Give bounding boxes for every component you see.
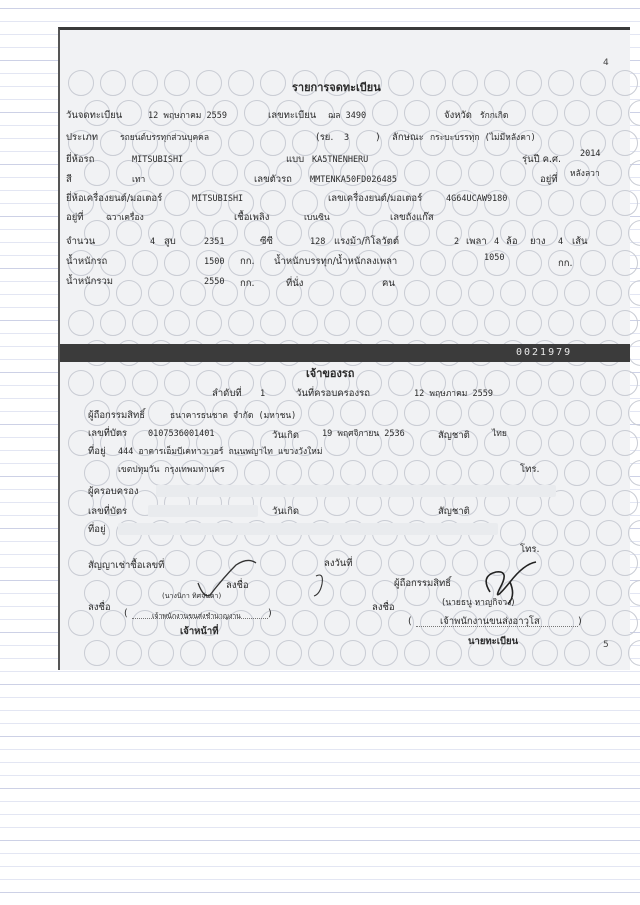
province-label: จังหวัด — [444, 110, 472, 121]
watermark-seal — [100, 310, 126, 336]
watermark-seal — [404, 160, 430, 186]
right-sign-label: ลงชื่อ — [372, 602, 395, 613]
redacted-holder-address — [118, 523, 498, 535]
watermark-seal — [564, 400, 590, 426]
watermark-seal — [452, 250, 478, 276]
watermark-seal — [612, 490, 638, 516]
watermark-seal — [628, 400, 640, 426]
chassis-location-value: หลังลวา — [570, 169, 600, 179]
right-paren-close: ) — [578, 616, 582, 627]
watermark-seal — [180, 280, 206, 306]
scan-line — [0, 736, 640, 737]
watermark-seal — [180, 160, 206, 186]
watermark-seal — [148, 280, 174, 306]
vehicle-type-value: รถยนต์บรรทุกส่วนบุคคล — [120, 133, 210, 143]
mid-handwritten-mark — [310, 570, 330, 600]
vehicle-class-value: 3 — [344, 133, 350, 143]
vehicle-type-label: ประเภท — [66, 132, 99, 143]
scan-line — [0, 801, 640, 802]
watermark-seal — [340, 280, 366, 306]
watermark-seal — [276, 580, 302, 606]
kg-unit-2: กก. — [558, 258, 573, 269]
reg-number-label: เลขทะเบียน — [268, 110, 317, 121]
watermark-seal — [436, 280, 462, 306]
watermark-seal — [548, 130, 574, 156]
watermark-seal — [564, 460, 590, 486]
watermark-seal — [612, 190, 638, 216]
right-official-name: (นายธนู หาญกิจวง) — [442, 598, 515, 608]
watermark-seal — [340, 460, 366, 486]
engine-number-label: เลขเครื่องยนต์/มอเตอร์ — [328, 193, 423, 204]
watermark-seal — [612, 130, 638, 156]
watermark-seal — [132, 250, 158, 276]
watermark-seal — [452, 70, 478, 96]
scan-line — [0, 710, 640, 711]
scan-line — [0, 788, 640, 789]
engine-location-value: ฉวาเครื่อง — [106, 213, 144, 223]
seat-label: ที่นั่ง — [286, 278, 304, 289]
owner-birth-value: 19 พฤศจิกายน 2536 — [322, 429, 405, 439]
watermark-seal — [516, 70, 542, 96]
watermark-seal — [532, 280, 558, 306]
holder-birth-label: วันเกิด — [272, 506, 299, 517]
scan-line — [0, 840, 640, 841]
watermark-seal — [612, 370, 638, 396]
watermark-seal — [260, 610, 286, 636]
watermark-seal — [580, 490, 606, 516]
watermark-seal — [596, 460, 622, 486]
watermark-seal — [244, 640, 270, 666]
section-title-owner: เจ้าของรถ — [306, 367, 355, 380]
color-label: สี — [66, 174, 72, 185]
watermark-seal — [372, 640, 398, 666]
watermark-seal — [404, 640, 430, 666]
cylinder-count-value: 4 — [150, 237, 156, 247]
watermark-seal — [116, 640, 142, 666]
watermark-seal — [132, 370, 158, 396]
watermark-seal — [468, 460, 494, 486]
watermark-seal — [276, 220, 302, 246]
watermark-seal — [196, 310, 222, 336]
engine-number-value: 4G64UCAW9180 — [446, 194, 508, 204]
total-weight-label: น้ำหนักรวม — [66, 276, 114, 287]
watermark-seal — [292, 130, 318, 156]
owner-address-line1: 444 อาคารเอ็มบีเคทาวเวอร์ ถนนพญาไท แขวงวังใหม่ — [118, 447, 323, 457]
watermark-seal — [244, 100, 270, 126]
watermark-seal — [612, 550, 638, 576]
cc-label: ซีซี — [260, 236, 273, 247]
owner-address-line2: เขตปทุมวัน กรุงเทพมหานคร — [118, 465, 225, 475]
watermark-seal — [596, 160, 622, 186]
watermark-seal — [436, 640, 462, 666]
watermark-seal — [340, 400, 366, 426]
watermark-seal — [164, 310, 190, 336]
scan-line — [0, 671, 640, 672]
watermark-seal — [516, 370, 542, 396]
scan-line — [0, 866, 640, 867]
reg-date-value: 12 พฤษภาคม 2559 — [148, 111, 227, 121]
horsepower-value: 128 — [310, 237, 326, 247]
watermark-seal — [596, 580, 622, 606]
watermark-seal — [628, 520, 640, 546]
redacted-holder-id — [148, 505, 258, 517]
watermark-seal — [596, 220, 622, 246]
model-label: แบบ — [286, 154, 305, 165]
brand-label: ยี่ห้อรถ — [66, 154, 95, 165]
left-official-title: เจ้าหน้าที่ — [180, 626, 219, 637]
watermark-seal — [468, 160, 494, 186]
scan-line — [0, 827, 640, 828]
wheel-value: 4 — [494, 237, 500, 247]
scan-line — [0, 879, 640, 880]
watermark-seal — [404, 400, 430, 426]
chassis-value: MMTENKA50FD026485 — [310, 175, 397, 185]
watermark-seal — [276, 640, 302, 666]
scan-line — [0, 723, 640, 724]
watermark-seal — [180, 220, 206, 246]
load-weight-value: 1050 — [484, 253, 505, 263]
watermark-seal — [484, 310, 510, 336]
load-weight-label: น้ำหนักบรรทุก/น้ำหนักลงเพลา — [274, 256, 398, 267]
watermark-seal — [292, 610, 318, 636]
watermark-seal — [516, 310, 542, 336]
owner-address-label: ที่อยู่ — [88, 446, 106, 457]
vehicle-class-close: ) — [376, 132, 380, 143]
watermark-seal — [196, 70, 222, 96]
watermark-seal — [628, 100, 640, 126]
watermark-seal — [580, 610, 606, 636]
watermark-seal — [580, 70, 606, 96]
engine-location-label: อยู่ที่ — [66, 212, 84, 223]
watermark-seal — [500, 520, 526, 546]
owner-tel-label: โทร. — [520, 464, 540, 475]
watermark-seal — [628, 280, 640, 306]
scan-line — [0, 21, 640, 22]
scan-line — [0, 749, 640, 750]
watermark-seal — [340, 580, 366, 606]
watermark-seal — [612, 610, 638, 636]
gas-tank-label: เลขถังแก๊ส — [390, 212, 434, 223]
left-official-position: เจ้าพนักงานขนส่งชำนาญงาน — [152, 612, 241, 620]
watermark-seal — [628, 160, 640, 186]
watermark-seal — [116, 280, 142, 306]
watermark-seal — [356, 550, 382, 576]
watermark-seal — [164, 190, 190, 216]
watermark-seal — [212, 160, 238, 186]
watermark-seal — [148, 640, 174, 666]
scan-line — [0, 697, 640, 698]
watermark-seal — [84, 460, 110, 486]
watermark-seal — [548, 370, 574, 396]
watermark-seal — [580, 250, 606, 276]
watermark-seal — [164, 550, 190, 576]
watermark-seal — [372, 100, 398, 126]
watermark-seal — [260, 310, 286, 336]
watermark-seal — [356, 310, 382, 336]
watermark-seal — [420, 70, 446, 96]
watermark-seal — [452, 310, 478, 336]
watermark-seal — [484, 70, 510, 96]
watermark-seal — [580, 550, 606, 576]
watermark-seal — [292, 310, 318, 336]
watermark-seal — [244, 460, 270, 486]
axle-label: เพลา — [466, 236, 487, 247]
scan-line — [0, 684, 640, 685]
cylinder-count-label: จำนวน — [66, 236, 96, 247]
watermark-seal — [228, 310, 254, 336]
watermark-seal — [228, 130, 254, 156]
watermark-seal — [500, 280, 526, 306]
watermark-seal — [564, 520, 590, 546]
owner-id-label: เลขที่บัตร — [88, 428, 128, 439]
tire-value: 4 — [558, 237, 564, 247]
color-value: เทา — [132, 175, 146, 185]
watermark-seal — [100, 70, 126, 96]
watermark-seal — [68, 370, 94, 396]
model-year-value: 2014 — [580, 149, 601, 159]
vehicle-class-label: (รย. — [316, 132, 334, 143]
watermark-seal — [68, 70, 94, 96]
watermark-seal — [308, 460, 334, 486]
horsepower-label: แรงม้า/กิโลวัตต์ — [334, 236, 400, 247]
cc-value: 2351 — [204, 237, 225, 247]
scan-line — [0, 8, 640, 9]
watermark-seal — [132, 310, 158, 336]
owner-nationality-label: สัญชาติ — [438, 430, 470, 441]
axle-value: 2 — [454, 237, 460, 247]
watermark-seal — [324, 310, 350, 336]
tire-label: ยาง — [530, 236, 546, 247]
scan-line — [0, 775, 640, 776]
watermark-seal — [420, 310, 446, 336]
watermark-seal — [500, 400, 526, 426]
watermark-seal — [612, 430, 638, 456]
brand-value: MITSUBISHI — [132, 155, 184, 165]
watermark-seal — [628, 220, 640, 246]
watermark-seal — [548, 190, 574, 216]
scan-line — [0, 892, 640, 893]
cylinder-label: สูบ — [164, 236, 176, 247]
watermark-seal — [468, 400, 494, 426]
watermark-seal — [548, 610, 574, 636]
watermark-seal — [516, 430, 542, 456]
watermark-seal — [340, 640, 366, 666]
watermark-seal — [612, 250, 638, 276]
body-style-value: กระบะบรรทุก (ไม่มีหลังคา) — [430, 133, 536, 143]
total-weight-value: 2550 — [204, 277, 225, 287]
sequence-label: ลำดับที่ — [212, 388, 242, 399]
watermark-seal — [212, 640, 238, 666]
watermark-seal — [388, 550, 414, 576]
reg-number-value: ฌล 3490 — [328, 111, 367, 121]
watermark-seal — [580, 430, 606, 456]
watermark-seal — [532, 640, 558, 666]
holder-id-label: เลขที่บัตร — [88, 506, 128, 517]
watermark-seal — [564, 100, 590, 126]
contract-date-label: ลงวันที่ — [324, 558, 353, 569]
kg-unit-1: กก. — [240, 256, 255, 267]
fuel-label: เชื้อเพลิง — [234, 212, 270, 223]
vehicle-weight-label: น้ำหนักรถ — [66, 256, 108, 267]
scan-line — [0, 762, 640, 763]
page-number-top: 4 — [603, 58, 609, 68]
watermark-seal — [532, 100, 558, 126]
watermark-seal — [580, 310, 606, 336]
possession-date-label: วันที่ครอบครองรถ — [296, 388, 370, 399]
holder-address-label: ที่อยู่ — [88, 524, 106, 535]
watermark-seal — [612, 70, 638, 96]
watermark-seal — [308, 280, 334, 306]
watermark-seal — [164, 250, 190, 276]
watermark-seal — [436, 460, 462, 486]
watermark-seal — [628, 460, 640, 486]
watermark-seal — [276, 460, 302, 486]
tire-unit: เส้น — [572, 236, 588, 247]
watermark-seal — [372, 460, 398, 486]
watermark-seal — [596, 100, 622, 126]
owner-birth-label: วันเกิด — [272, 430, 299, 441]
chassis-label: เลขตัวรถ — [254, 174, 292, 185]
left-paren-close: ) — [268, 608, 272, 619]
engine-brand-value: MITSUBISHI — [192, 194, 244, 204]
watermark-seal — [532, 520, 558, 546]
redacted-holder-name — [156, 485, 556, 497]
watermark-seal — [164, 70, 190, 96]
holder-label: ผู้ครอบครอง — [88, 486, 139, 497]
watermark-seal — [388, 310, 414, 336]
watermark-seal — [404, 280, 430, 306]
model-value: KA5TNENHERU — [312, 155, 369, 165]
page-number-bottom: 5 — [603, 640, 609, 650]
watermark-seal — [260, 70, 286, 96]
watermark-seal — [372, 400, 398, 426]
watermark-seal — [612, 310, 638, 336]
watermark-seal — [308, 640, 334, 666]
watermark-seal — [548, 550, 574, 576]
chassis-location-label: อยู่ที่ — [540, 174, 558, 185]
right-official-position: เจ้าพนักงานขนส่งอาวุโส — [440, 616, 540, 627]
left-official-name: (นางนิกา ทิศจันดา) — [162, 592, 222, 600]
watermark-seal — [564, 280, 590, 306]
watermark-seal — [596, 400, 622, 426]
watermark-seal — [548, 70, 574, 96]
possession-date-value: 12 พฤษภาคม 2559 — [414, 389, 493, 399]
fuel-value: เบนซิน — [304, 213, 330, 223]
watermark-seal — [308, 400, 334, 426]
person-unit: คน — [382, 278, 395, 289]
sign-label-mid: ลงชื่อ — [226, 580, 249, 591]
watermark-seal — [596, 640, 622, 666]
wheel-label: ล้อ — [506, 236, 518, 247]
model-year-label: รุ่นปี ค.ศ. — [522, 154, 562, 165]
scan-line — [0, 853, 640, 854]
watermark-seal — [260, 130, 286, 156]
watermark-seal — [516, 250, 542, 276]
watermark-seal — [532, 400, 558, 426]
watermark-seal — [548, 430, 574, 456]
engine-brand-label: ยี่ห้อเครื่องยนต์/มอเตอร์ — [66, 193, 163, 204]
document-serial: 0021979 — [516, 347, 573, 358]
watermark-seal — [596, 520, 622, 546]
watermark-seal — [436, 160, 462, 186]
watermark-seal — [580, 190, 606, 216]
watermark-seal — [116, 580, 142, 606]
watermark-seal — [388, 370, 414, 396]
watermark-seal — [564, 640, 590, 666]
watermark-seal — [68, 310, 94, 336]
owner-label: ผู้ถือกรรมสิทธิ์ — [88, 410, 146, 421]
owner-id-value: 0107536001401 — [148, 429, 215, 439]
watermark-seal — [324, 610, 350, 636]
right-paren-open: ( — [408, 616, 412, 627]
watermark-seal — [404, 100, 430, 126]
scan-line — [0, 814, 640, 815]
watermark-seal — [164, 370, 190, 396]
vehicle-weight-value: 1500 — [204, 257, 225, 267]
watermark-seal — [404, 460, 430, 486]
right-official-title: นายทะเบียน — [468, 636, 519, 647]
watermark-seal — [564, 580, 590, 606]
watermark-seal — [100, 370, 126, 396]
watermark-seal — [180, 640, 206, 666]
section-title-registration: รายการจดทะเบียน — [292, 81, 381, 94]
watermark-seal — [420, 250, 446, 276]
kg-unit-3: กก. — [240, 278, 255, 289]
province-value: รักกเกิด — [480, 111, 509, 121]
watermark-seal — [388, 70, 414, 96]
watermark-seal — [516, 190, 542, 216]
body-style-label: ลักษณะ — [392, 132, 424, 143]
watermark-seal — [628, 580, 640, 606]
watermark-seal — [84, 640, 110, 666]
left-paren-open: ( — [124, 608, 128, 619]
owner-value: ธนาคารธนชาต จำกัด (มหาชน) — [170, 411, 297, 421]
registration-document — [58, 27, 630, 670]
reg-date-label: วันจดทะเบียน — [66, 110, 123, 121]
watermark-seal — [580, 370, 606, 396]
watermark-seal — [548, 310, 574, 336]
sequence-value: 1 — [260, 389, 266, 399]
watermark-seal — [132, 70, 158, 96]
owner-sign-label: ผู้ถือกรรมสิทธิ์ — [394, 578, 452, 589]
left-sign-label: ลงชื่อ — [88, 602, 111, 613]
owner-nationality-value: ไทย — [492, 429, 507, 439]
watermark-seal — [628, 640, 640, 666]
watermark-seal — [420, 550, 446, 576]
watermark-seal — [596, 280, 622, 306]
watermark-seal — [228, 70, 254, 96]
watermark-seal — [468, 280, 494, 306]
holder-nationality-label: สัญชาติ — [438, 506, 470, 517]
contract-label: สัญญาเช่าซื้อเลขที่ — [88, 560, 165, 571]
watermark-seal — [436, 400, 462, 426]
holder-tel-label: โทร. — [520, 544, 540, 555]
